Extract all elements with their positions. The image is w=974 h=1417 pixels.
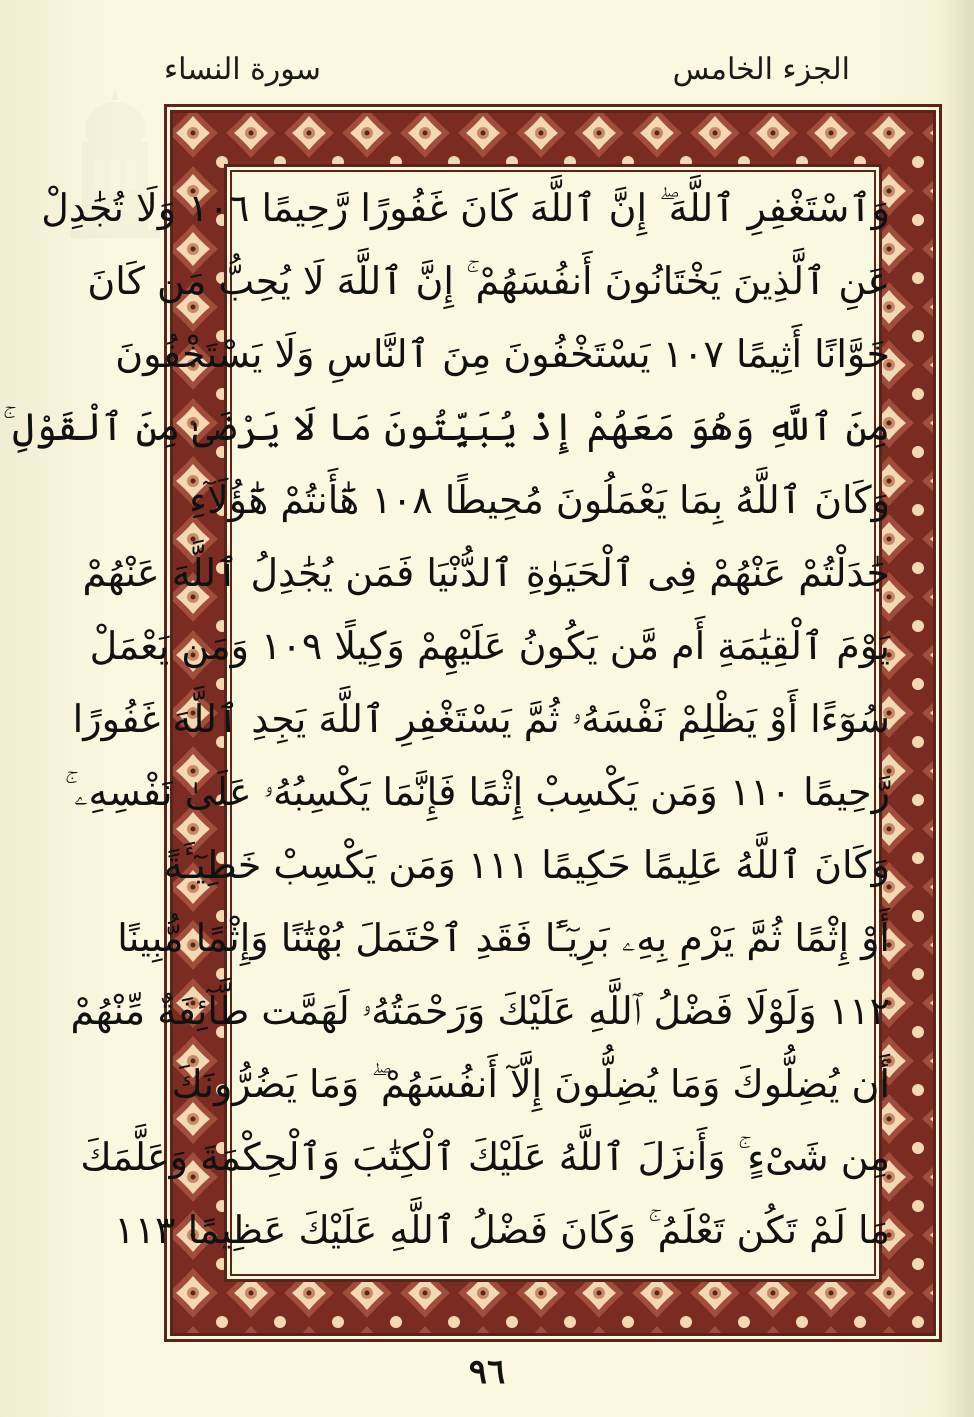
- verse-line: أَوْ إِثْمًا ثُمَّ يَرْمِ بِهِۦ بَرِيٓـًٔا فَقَدِ ٱحْتَمَلَ بُهْتَٰنًا وَإِثْمًا مُّبِينًا: [117, 916, 890, 960]
- verse-line: وَكَانَ ٱللَّهُ عَلِيمًا حَكِيمًا ١١١ وَمَن يَكْسِبْ خَطِيٓـَٔةً: [163, 843, 890, 887]
- verse-text-area: [2, 178, 890, 1272]
- verse-line: سُوٓءًا أَوْ يَظْلِمْ نَفْسَهُۥ ثُمَّ يَسْتَغْفِرِ ٱللَّهَ يَجِدِ ٱللَّهَ غَفُورًا: [72, 697, 890, 741]
- verse-line: ١١٢ وَلَوْلَا فَضْلُ ٱللَّهِ عَلَيْكَ وَرَحْمَتُهُۥ لَهَمَّت طَّآئِفَةٌ مِّنْهُمْ: [70, 989, 890, 1033]
- binding-shadow: [940, 0, 974, 1417]
- surah-label: سورة النساء: [164, 52, 321, 87]
- verse-line: رَّحِيمًا ١١٠ وَمَن يَكْسِبْ إِثْمًا فَإِنَّمَا يَكْسِبُهُۥ عَلَىٰ نَفْسِهِۦ ۚ: [64, 770, 890, 814]
- verse-line: يَوْمَ ٱلْقِيَٰمَةِ أَم مَّن يَكُونُ عَلَيْهِمْ وَكِيلًا ١٠٩ وَمَن يَعْمَلْ: [89, 624, 890, 668]
- verse-line: مِن شَىْءٍ ۚ وَأَنزَلَ ٱللَّهُ عَلَيْكَ ٱلْكِتَٰبَ وَٱلْحِكْمَةَ وَعَلَّمَكَ: [80, 1135, 890, 1179]
- juz-label: الجزء الخامس: [672, 52, 850, 87]
- verse-line: أَن يُضِلُّوكَ وَمَا يُضِلُّونَ إِلَّآ أَنفُسَهُمْ ۖ وَمَا يَضُرُّونَكَ: [171, 1062, 890, 1106]
- verse-line: وَكَانَ ٱللَّهُ بِمَا يَعْمَلُونَ مُحِيطًا ١٠٨ هَٰٓأَنتُمْ هَٰٓؤُلَآءِ: [189, 478, 890, 522]
- verse-line: مَا لَمْ تَكُن تَعْلَمُ ۚ وَكَانَ فَضْلُ ٱللَّهِ عَلَيْكَ عَظِيمًا ١١٣: [114, 1208, 890, 1252]
- verse-line: مِنَ ٱللَّهِ وَهُوَ مَعَهُمْ إِذْ يُبَيِّتُونَ مَا لَا يَرْضَىٰ مِنَ ٱلْقَوْلِ ۚ: [2, 405, 890, 449]
- verse-line: عَنِ ٱلَّذِينَ يَخْتَانُونَ أَنفُسَهُمْ ۚ إِنَّ ٱللَّهَ لَا يُحِبُّ مَن كَانَ: [87, 259, 890, 303]
- verse-line: جَٰدَلْتُمْ عَنْهُمْ فِى ٱلْحَيَوٰةِ ٱلدُّنْيَا فَمَن يُجَٰدِلُ ٱللَّهَ عَنْهُمْ: [82, 551, 890, 595]
- verse-line: خَوَّانًا أَثِيمًا ١٠٧ يَسْتَخْفُونَ مِنَ ٱلنَّاسِ وَلَا يَسْتَخْفُونَ: [115, 332, 890, 376]
- page-number: ٩٦: [468, 1352, 506, 1392]
- page-header: [164, 52, 854, 104]
- verse-line: وَٱسْتَغْفِرِ ٱللَّهَ ۖ إِنَّ ٱللَّهَ كَانَ غَفُورًا رَّحِيمًا ١٠٦ وَلَا تُجَٰدِلْ: [41, 186, 890, 230]
